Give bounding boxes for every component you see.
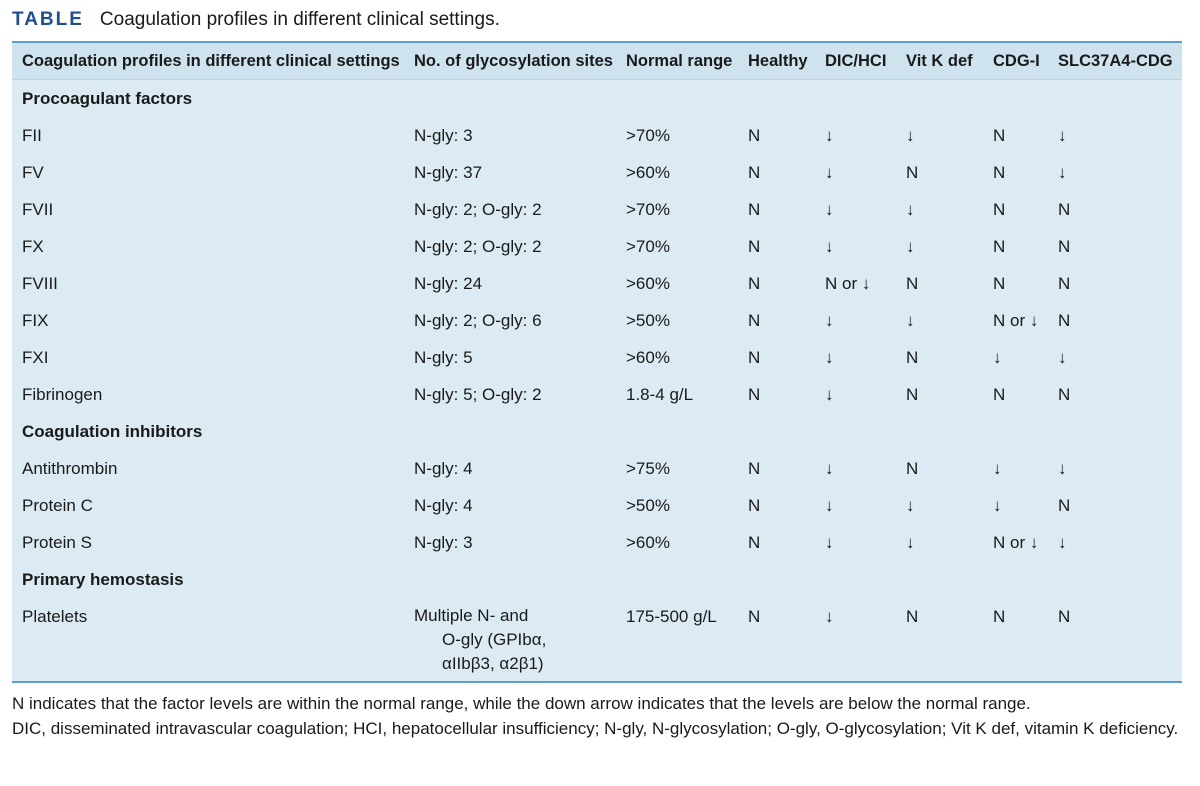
table-row: [12, 339, 1182, 376]
normal-range: >50%: [626, 311, 670, 330]
factor-name: FX: [22, 237, 44, 256]
normal-range: >70%: [626, 126, 670, 145]
slc37a4-cdg-value: N: [1058, 496, 1071, 515]
normal-range: >60%: [626, 163, 670, 182]
cdg-i-value: N: [993, 237, 1006, 256]
vit-k-def-value: ↓: [906, 311, 915, 330]
healthy-value: N: [748, 607, 761, 626]
slc37a4-cdg-value: N: [1058, 311, 1071, 330]
coagulation-table: [12, 41, 1182, 683]
section-inhibitors: [12, 413, 1182, 450]
vit-k-def-value: N: [906, 348, 919, 367]
normal-range: 1.8-4 g/L: [626, 385, 694, 404]
healthy-value: N: [748, 459, 761, 478]
dic-hci-value: ↓: [825, 163, 834, 182]
cdg-i-value: N: [993, 607, 1006, 626]
vit-k-def-value: N: [906, 385, 919, 404]
glycosylation-sites: N-gly: 5; O-gly: 2: [414, 385, 542, 404]
section-procoagulant: [12, 80, 1182, 117]
normal-range: >50%: [626, 496, 670, 515]
dic-hci-value: ↓: [825, 348, 834, 367]
glycosylation-sites: N-gly: 2; O-gly: 6: [414, 311, 542, 330]
table-row: [12, 154, 1182, 191]
cdg-i-value: N: [993, 200, 1006, 219]
header-cdg-i: CDG-I: [993, 52, 1040, 70]
factor-name: FIX: [22, 311, 49, 330]
table-title: Coagulation profiles in different clinical settings.: [99, 9, 500, 30]
healthy-value: N: [748, 533, 761, 552]
vit-k-def-value: ↓: [906, 200, 915, 219]
slc37a4-cdg-value: ↓: [1058, 126, 1067, 145]
table-row: [12, 228, 1182, 265]
vit-k-def-value: ↓: [906, 237, 915, 256]
glycosylation-sites: N-gly: 37: [414, 163, 483, 182]
vit-k-def-value: N: [906, 274, 919, 293]
slc37a4-cdg-value: N: [1058, 274, 1071, 293]
healthy-value: N: [748, 496, 761, 515]
normal-range: >60%: [626, 533, 670, 552]
section-primary-hemostasis: [12, 561, 1182, 598]
glycosylation-sites: N-gly: 4: [414, 459, 473, 478]
factor-name: Platelets: [22, 607, 88, 626]
footnote-abbreviations: DIC, disseminated intravascular coagulation; HCI, hepatocellular insufficiency; N-gly, N-glycosylation; O-gly, O-glycosylation; Vit K def, vitamin K deficiency.: [12, 719, 1179, 738]
section-title: Primary hemostasis: [22, 570, 184, 589]
glycosylation-sites-line: O-gly (GPIbα,: [442, 630, 547, 649]
slc37a4-cdg-value: ↓: [1058, 533, 1067, 552]
dic-hci-value: ↓: [825, 311, 834, 330]
vit-k-def-value: ↓: [906, 126, 915, 145]
table-header-row: [12, 43, 1182, 80]
dic-hci-value: ↓: [825, 237, 834, 256]
vit-k-def-value: ↓: [906, 533, 915, 552]
vit-k-def-value: N: [906, 459, 919, 478]
dic-hci-value: ↓: [825, 459, 834, 478]
normal-range: >70%: [626, 200, 670, 219]
glycosylation-sites: [414, 604, 546, 676]
dic-hci-value: ↓: [825, 607, 834, 626]
factor-name: FVII: [22, 200, 54, 219]
cdg-i-value: N: [993, 126, 1006, 145]
slc37a4-cdg-value: N: [1058, 607, 1071, 626]
healthy-value: N: [748, 237, 761, 256]
normal-range: >70%: [626, 237, 670, 256]
cdg-i-value: ↓: [993, 348, 1002, 367]
table-row: [12, 450, 1182, 487]
healthy-value: N: [748, 385, 761, 404]
table-row: [12, 265, 1182, 302]
slc37a4-cdg-value: ↓: [1058, 348, 1067, 367]
healthy-value: N: [748, 126, 761, 145]
normal-range: >75%: [626, 459, 670, 478]
factor-name: Protein C: [22, 496, 93, 515]
table-label: TABLE: [12, 9, 84, 30]
glycosylation-sites: N-gly: 3: [414, 533, 473, 552]
factor-name: FXI: [22, 348, 49, 367]
factor-name: FV: [22, 163, 44, 182]
slc37a4-cdg-value: N: [1058, 385, 1071, 404]
cdg-i-value: ↓: [993, 459, 1002, 478]
footnote-legend: N indicates that the factor levels are within the normal range, while the down arrow indicates that the levels are below the normal range.: [12, 694, 1031, 713]
glycosylation-sites-line: αIIbβ3, α2β1): [442, 654, 544, 673]
cdg-i-value: N: [993, 163, 1006, 182]
header-healthy: Healthy: [748, 52, 808, 70]
header-vit-k-def: Vit K def: [906, 52, 973, 70]
factor-name: FVIII: [22, 274, 58, 293]
cdg-i-value: N: [993, 385, 1006, 404]
glycosylation-sites: N-gly: 2; O-gly: 2: [414, 237, 542, 256]
slc37a4-cdg-value: ↓: [1058, 163, 1067, 182]
table-row: [12, 487, 1182, 524]
glycosylation-sites: N-gly: 5: [414, 348, 473, 367]
slc37a4-cdg-value: N: [1058, 200, 1071, 219]
header-glycosylation-sites: No. of glycosylation sites: [414, 52, 613, 70]
healthy-value: N: [748, 200, 761, 219]
glycosylation-sites: N-gly: 2; O-gly: 2: [414, 200, 542, 219]
section-title: Coagulation inhibitors: [22, 422, 203, 441]
normal-range: >60%: [626, 348, 670, 367]
table-footnotes: [12, 692, 1187, 742]
factor-name: Antithrombin: [22, 459, 118, 478]
dic-hci-value: N or ↓: [825, 274, 871, 293]
factor-name: Protein S: [22, 533, 92, 552]
cdg-i-value: N or ↓: [993, 311, 1039, 330]
header-dic-hci: DIC/HCI: [825, 52, 887, 70]
dic-hci-value: ↓: [825, 200, 834, 219]
header-setting: Coagulation profiles in different clinical settings: [22, 52, 400, 70]
healthy-value: N: [748, 311, 761, 330]
slc37a4-cdg-value: N: [1058, 237, 1071, 256]
cdg-i-value: ↓: [993, 496, 1002, 515]
slc37a4-cdg-value: ↓: [1058, 459, 1067, 478]
healthy-value: N: [748, 274, 761, 293]
table-row: [12, 598, 1182, 678]
dic-hci-value: ↓: [825, 126, 834, 145]
vit-k-def-value: N: [906, 163, 919, 182]
vit-k-def-value: ↓: [906, 496, 915, 515]
normal-range: 175-500 g/L: [626, 607, 717, 626]
dic-hci-value: ↓: [825, 533, 834, 552]
table-row: [12, 302, 1182, 339]
glycosylation-sites: N-gly: 3: [414, 126, 473, 145]
table-row: [12, 524, 1182, 561]
glycosylation-sites: N-gly: 4: [414, 496, 473, 515]
normal-range: >60%: [626, 274, 670, 293]
header-slc37a4-cdg: SLC37A4-CDG: [1058, 52, 1173, 70]
table-row: [12, 191, 1182, 228]
cdg-i-value: N or ↓: [993, 533, 1039, 552]
factor-name: FII: [22, 126, 42, 145]
header-normal-range: Normal range: [626, 52, 733, 70]
dic-hci-value: ↓: [825, 385, 834, 404]
section-title: Procoagulant factors: [22, 89, 193, 108]
healthy-value: N: [748, 163, 761, 182]
table-row: [12, 117, 1182, 154]
table-caption: [12, 8, 500, 32]
cdg-i-value: N: [993, 274, 1006, 293]
table-row: [12, 376, 1182, 413]
glycosylation-sites-line: Multiple N- and: [414, 606, 529, 625]
vit-k-def-value: N: [906, 607, 919, 626]
glycosylation-sites: N-gly: 24: [414, 274, 483, 293]
factor-name: Fibrinogen: [22, 385, 103, 404]
dic-hci-value: ↓: [825, 496, 834, 515]
healthy-value: N: [748, 348, 761, 367]
